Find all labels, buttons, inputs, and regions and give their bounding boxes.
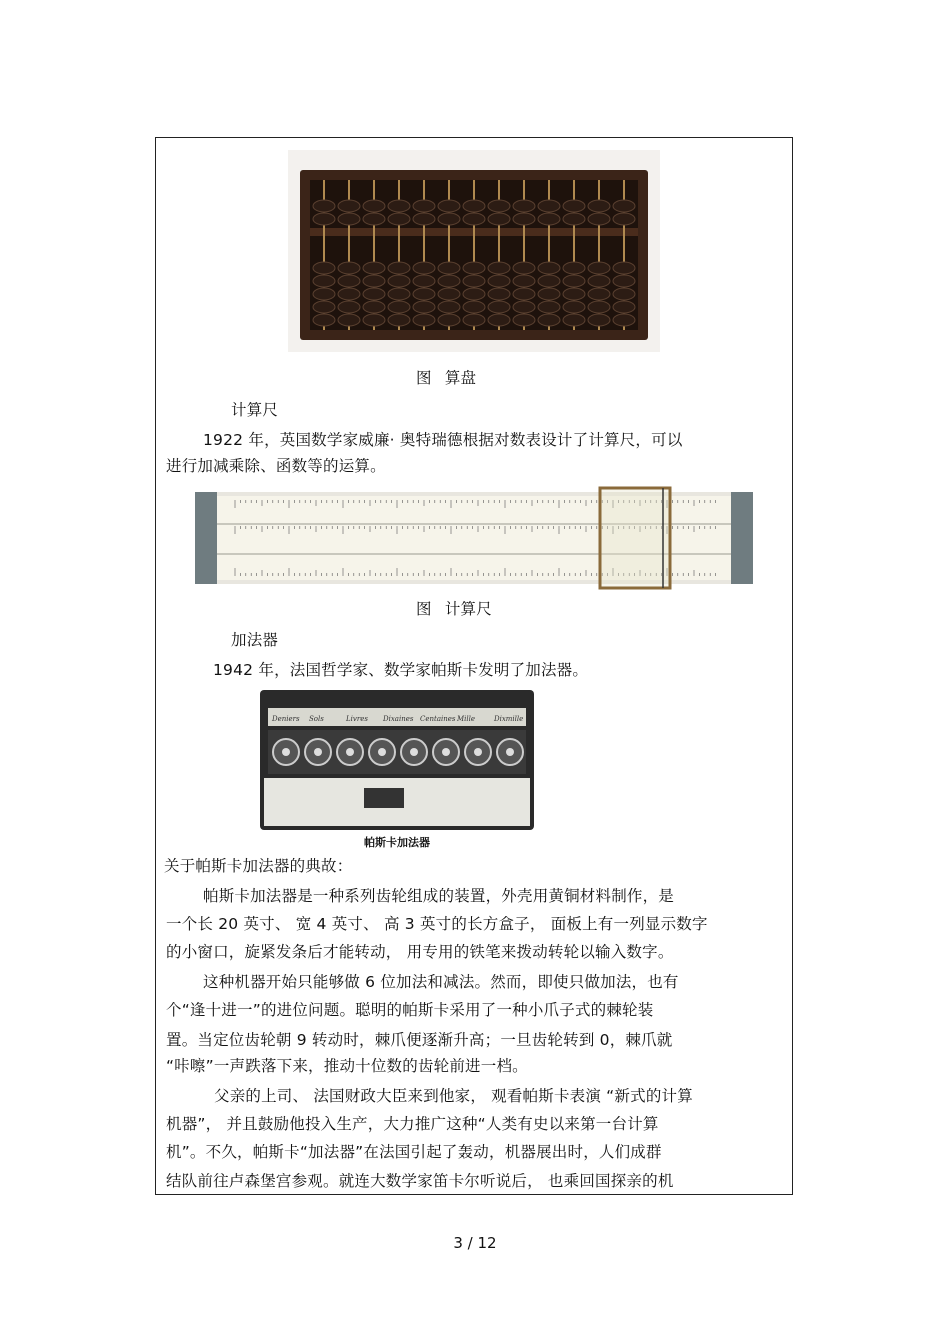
- abacus-bead: [613, 275, 635, 287]
- abacus-bead: [488, 301, 510, 313]
- abacus-bead: [338, 301, 360, 313]
- slide-rule-paragraph-line-1: 1922 年，英国数学家威廉· 奥特瑞德根据对数表设计了计算尺，可以: [203, 431, 683, 449]
- abacus-bead: [363, 275, 385, 287]
- abacus-bead: [538, 301, 560, 313]
- pascaline-dial-label: Deniers: [272, 715, 300, 723]
- p3-line-3: 机”。不久，帕斯卡“加法器”在法国引起了轰动，机器展出时，人们成群: [166, 1143, 662, 1161]
- abacus-bead: [413, 288, 435, 300]
- abacus-bead: [313, 213, 335, 225]
- abacus-bead: [613, 301, 635, 313]
- abacus-bead: [563, 213, 585, 225]
- p1-line-2: 一个长 20 英寸、 宽 4 英寸、 高 3 英寸的长方盒子， 面板上有一列显示数字: [166, 915, 708, 933]
- pascaline-dial-label: Livres: [346, 715, 368, 723]
- abacus-bead: [613, 288, 635, 300]
- abacus-bead: [338, 275, 360, 287]
- slide-rule-paragraph-line-2: 进行加减乘除、函数等的运算。: [166, 457, 386, 475]
- abacus-bead: [363, 200, 385, 212]
- abacus-image: [288, 150, 660, 352]
- abacus-bead: [588, 262, 610, 274]
- abacus-bead: [413, 314, 435, 326]
- abacus-bead: [513, 314, 535, 326]
- abacus-bead: [363, 314, 385, 326]
- abacus-bead: [413, 301, 435, 313]
- abacus-bead: [463, 301, 485, 313]
- p2-line-4: “咔嚓”一声跌落下来，推动十位数的齿轮前进一档。: [166, 1057, 528, 1075]
- pascaline-dial-hub: [410, 748, 418, 756]
- pascaline-dial-hub: [346, 748, 354, 756]
- slide-rule-image: [195, 484, 753, 592]
- pascaline-dial-label: Mille: [457, 715, 476, 723]
- abacus-bead: [538, 262, 560, 274]
- abacus-bead: [613, 213, 635, 225]
- abacus-bead: [538, 288, 560, 300]
- slide-rule-drawing: [195, 484, 753, 592]
- abacus-bead: [613, 262, 635, 274]
- pascaline-dial-hub: [378, 748, 386, 756]
- abacus-bead: [363, 262, 385, 274]
- p3-line-4: 结队前往卢森堡宫参观。就连大数学家笛卡尔听说后， 也乘回国探亲的机: [166, 1172, 674, 1190]
- abacus-bead: [363, 301, 385, 313]
- abacus-bead: [438, 314, 460, 326]
- abacus-drawing: [288, 150, 660, 352]
- pascaline-dial-hub: [282, 748, 290, 756]
- abacus-bead: [313, 262, 335, 274]
- abacus-bead: [488, 213, 510, 225]
- abacus-bead: [338, 262, 360, 274]
- abacus-bead: [388, 262, 410, 274]
- abacus-bead: [488, 275, 510, 287]
- abacus-bead: [463, 288, 485, 300]
- abacus-bead: [388, 200, 410, 212]
- abacus-bead: [438, 200, 460, 212]
- p2-line-1: 这种机器开始只能够做 6 位加法和减法。然而，即使只做加法，也有: [203, 973, 679, 991]
- abacus-caption: 图 算盘: [416, 369, 477, 387]
- p1-line-1: 帕斯卡加法器是一种系列齿轮组成的装置，外壳用黄铜材料制作，是: [203, 887, 675, 905]
- pascaline-image: [256, 684, 538, 852]
- abacus-bead: [413, 275, 435, 287]
- abacus-bead: [563, 262, 585, 274]
- abacus-bead: [388, 213, 410, 225]
- abacus-bead: [313, 200, 335, 212]
- abacus-bead: [338, 314, 360, 326]
- abacus-bead: [438, 288, 460, 300]
- abacus-bead: [538, 200, 560, 212]
- pascaline-dial-hub: [442, 748, 450, 756]
- abacus-bead: [363, 288, 385, 300]
- abacus-bead: [588, 200, 610, 212]
- abacus-bead: [413, 262, 435, 274]
- abacus-bead: [563, 288, 585, 300]
- slide-rule-heading: 计算尺: [231, 401, 279, 419]
- page-number: 3 / 12: [453, 1234, 497, 1252]
- abacus-bead: [613, 314, 635, 326]
- abacus-bead: [513, 200, 535, 212]
- abacus-bead: [313, 275, 335, 287]
- p1-line-3: 的小窗口，旋紧发条后才能转动， 用专用的铁笔来拨动转轮以输入数字。: [166, 943, 674, 961]
- abacus-bead: [313, 314, 335, 326]
- abacus-bead: [588, 275, 610, 287]
- abacus-bead: [488, 262, 510, 274]
- pascaline-dial-label: Centaines: [420, 715, 456, 723]
- abacus-bead: [613, 200, 635, 212]
- abacus-bead: [563, 275, 585, 287]
- pascaline-dial-label: Dixmille: [494, 715, 524, 723]
- abacus-bead: [438, 262, 460, 274]
- abacus-bead: [363, 213, 385, 225]
- abacus-bead: [338, 288, 360, 300]
- abacus-bead: [463, 275, 485, 287]
- abacus-bead: [513, 275, 535, 287]
- abacus-bead: [338, 200, 360, 212]
- abacus-bead: [563, 200, 585, 212]
- abacus-bead: [313, 301, 335, 313]
- abacus-bead: [513, 288, 535, 300]
- abacus-bead: [563, 314, 585, 326]
- p3-line-2: 机器”， 并且鼓励他投入生产，大力推广这种“人类有史以来第一台计算: [166, 1115, 659, 1133]
- abacus-bead: [413, 213, 435, 225]
- pascaline-dial-label: Dixaines: [383, 715, 414, 723]
- abacus-bead: [588, 213, 610, 225]
- abacus-bead: [588, 314, 610, 326]
- abacus-bead: [513, 213, 535, 225]
- abacus-bead: [413, 200, 435, 212]
- abacus-bead: [388, 314, 410, 326]
- pascaline-dial-hub: [314, 748, 322, 756]
- abacus-bead: [388, 275, 410, 287]
- abacus-bead: [488, 200, 510, 212]
- abacus-bead: [588, 288, 610, 300]
- adder-paragraph: 1942 年，法国哲学家、数学家帕斯卡发明了加法器。: [213, 661, 589, 679]
- abacus-bead: [513, 262, 535, 274]
- p2-line-3: 置。当定位齿轮朝 9 转动时，棘爪便逐渐升高；一旦齿轮转到 0，棘爪就: [166, 1031, 673, 1049]
- pascaline-dial-hub: [474, 748, 482, 756]
- abacus-bead: [538, 314, 560, 326]
- pascaline-image-caption: 帕斯卡加法器: [364, 836, 430, 849]
- abacus-bead: [538, 275, 560, 287]
- p2-line-2: 个“逢十进一”的进位问题。聪明的帕斯卡采用了一种小爪子式的棘轮装: [166, 1001, 654, 1019]
- abacus-bead: [513, 301, 535, 313]
- abacus-bead: [438, 301, 460, 313]
- abacus-bead: [463, 213, 485, 225]
- abacus-bead: [463, 262, 485, 274]
- abacus-bead: [388, 288, 410, 300]
- pascaline-drawing: [256, 684, 538, 852]
- slide-rule-caption: 图 计算尺: [416, 600, 492, 618]
- abacus-bead: [438, 275, 460, 287]
- abacus-bead: [588, 301, 610, 313]
- abacus-bead: [388, 301, 410, 313]
- story-heading: 关于帕斯卡加法器的典故：: [164, 857, 353, 875]
- abacus-bead: [338, 213, 360, 225]
- p3-line-1: 父亲的上司、 法国财政大臣来到他家， 观看帕斯卡表演 “新式的计算: [214, 1087, 693, 1105]
- abacus-bead: [463, 314, 485, 326]
- abacus-bead: [488, 288, 510, 300]
- pascaline-dial-hub: [506, 748, 514, 756]
- abacus-bead: [438, 213, 460, 225]
- abacus-bead: [313, 288, 335, 300]
- abacus-bead: [563, 301, 585, 313]
- abacus-bead: [538, 213, 560, 225]
- adder-heading: 加法器: [231, 631, 279, 649]
- abacus-bead: [463, 200, 485, 212]
- abacus-bead: [488, 314, 510, 326]
- pascaline-dial-label: Sols: [309, 715, 324, 723]
